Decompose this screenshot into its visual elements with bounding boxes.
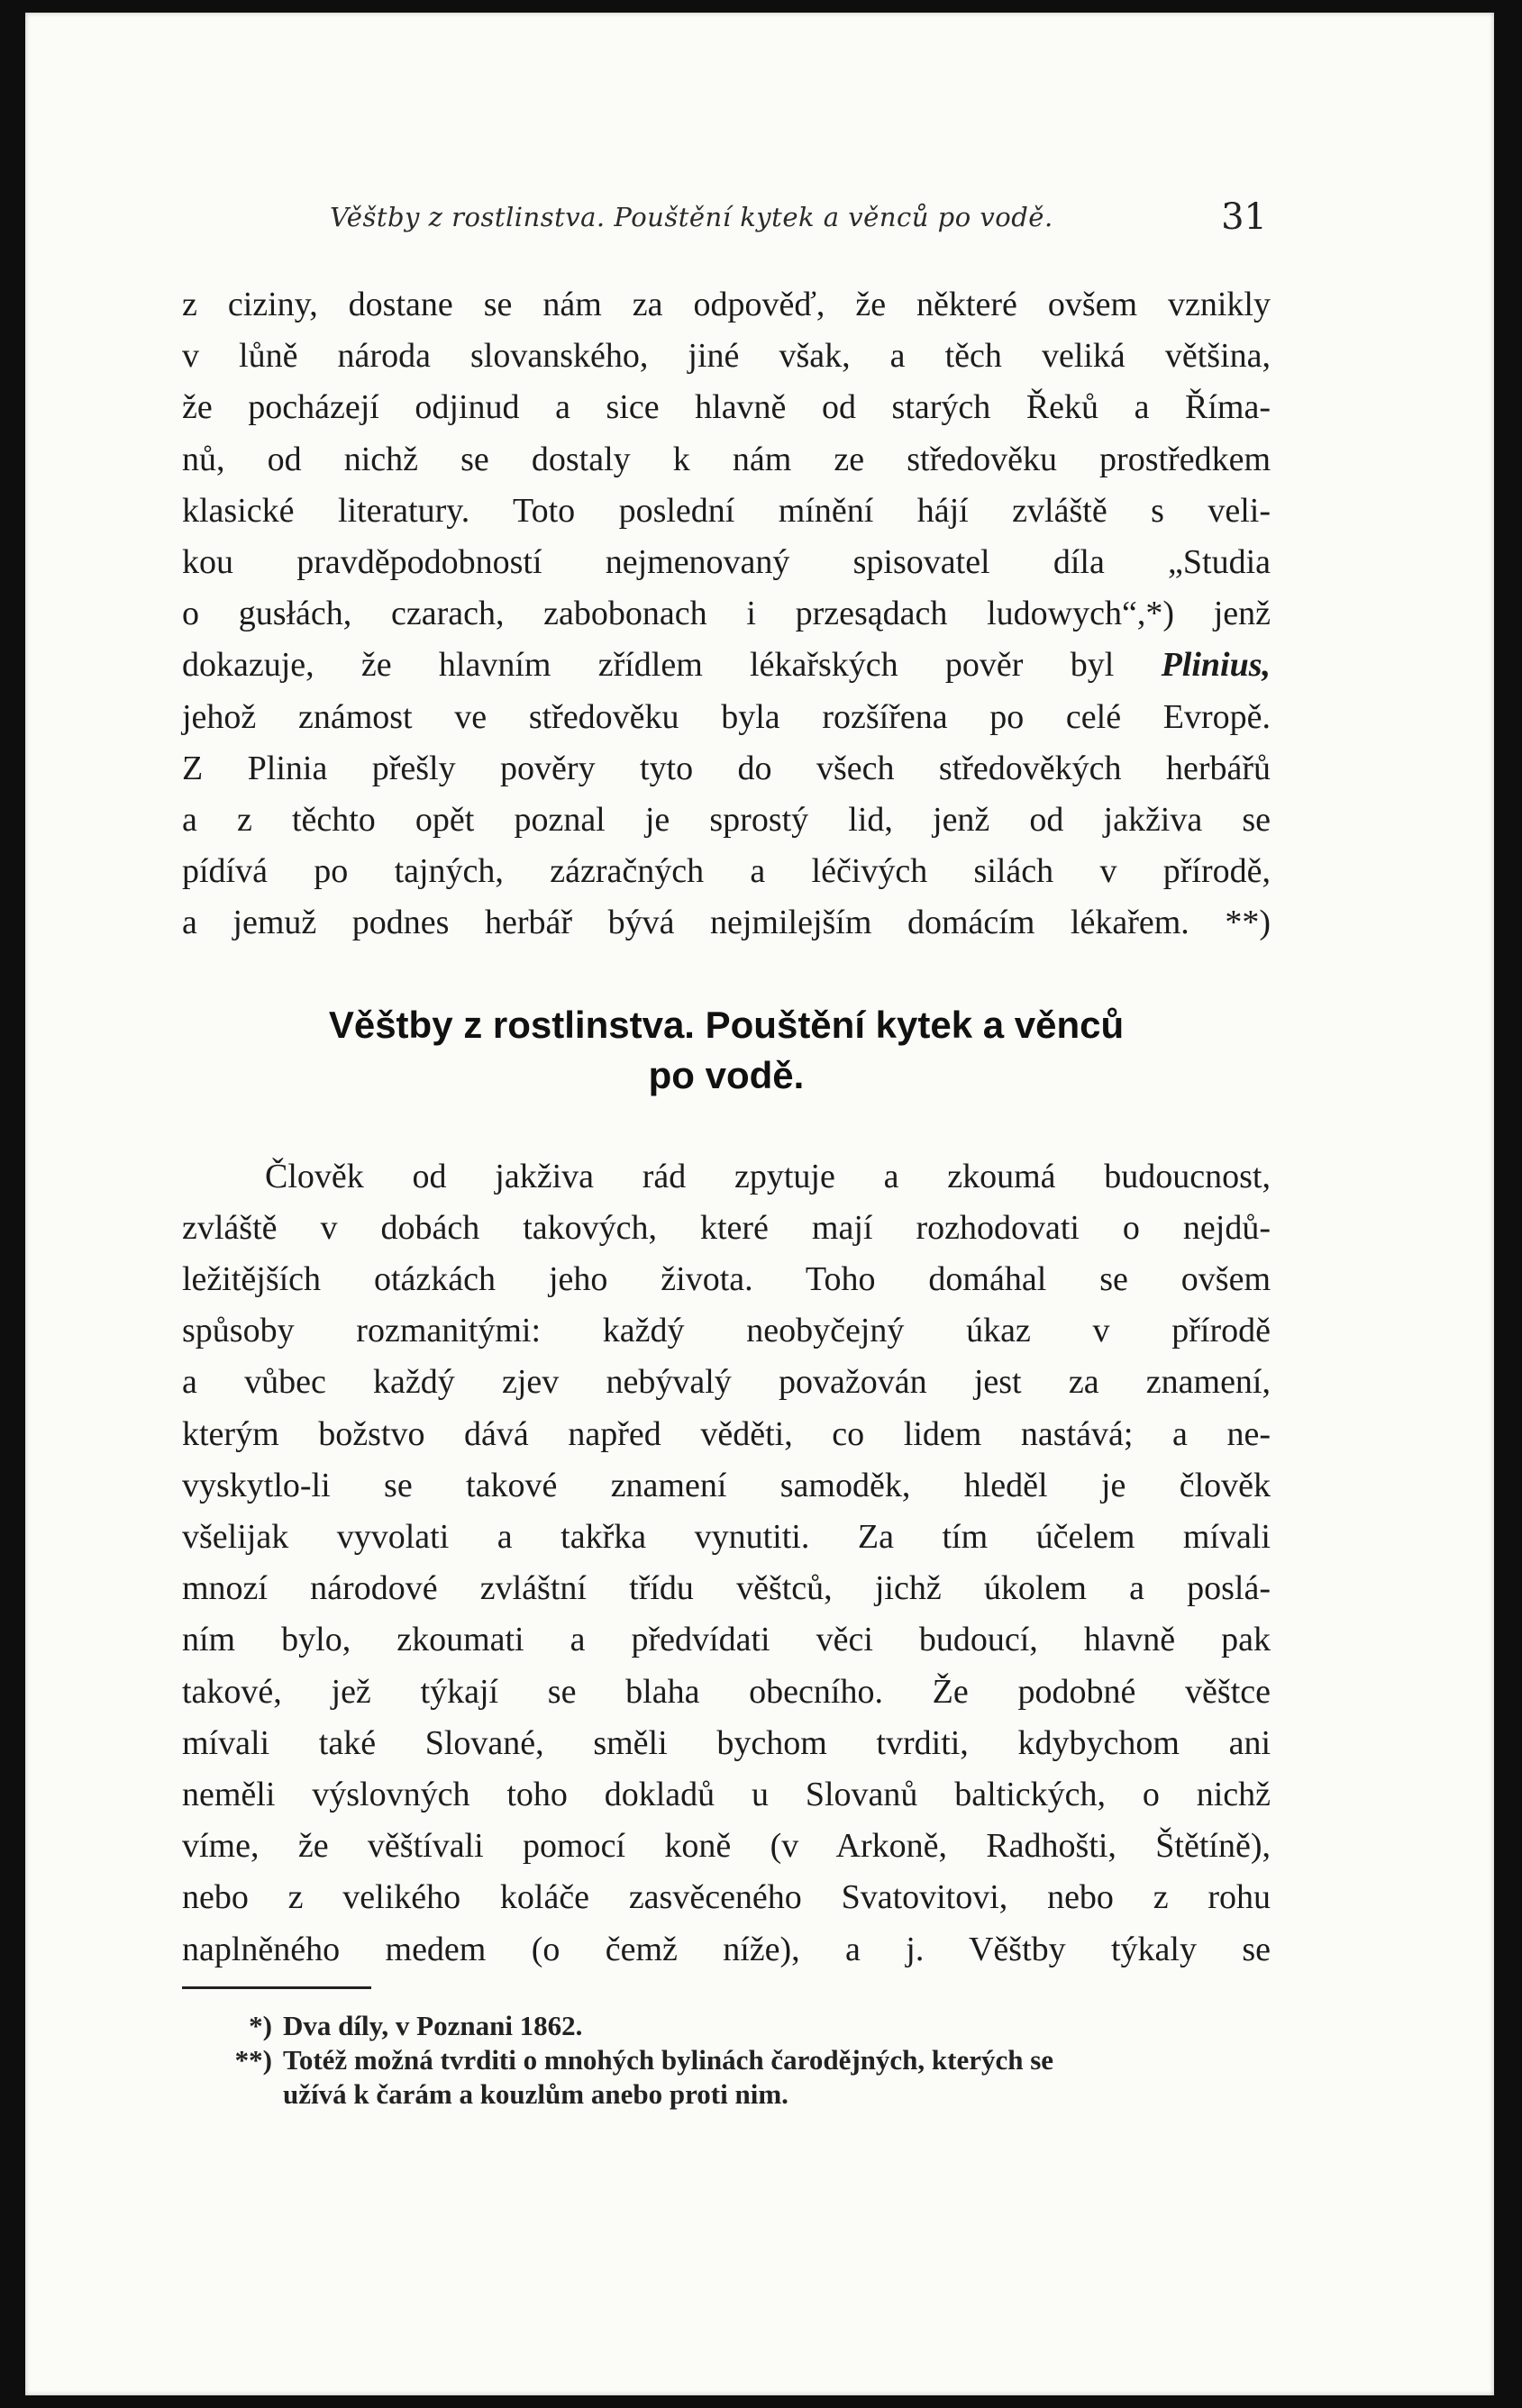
paragraph-intro [182,279,1271,950]
text-line-with-name [182,640,1271,691]
text-line: ním bylo, zkoumati a předvídati věci budoucí, hlavně pak [182,1621,1271,1659]
running-head-title: Věštby z rostlinstva. Pouštění kytek a věnců po vodě. [330,202,1053,232]
footnote-mark: **) [234,2043,272,2076]
plinius-name: Plinius, [1161,646,1271,685]
text-line: jehož známost ve středověku byla rozšířena po celé Evropě. [182,697,1271,736]
footnote-2 [220,2043,1271,2077]
text-line: Z Plinia přešly pověry tyto do všech středověkých herbářů [182,749,1271,787]
text-line: z ciziny, dostane se nám za odpověď, že některé ovšem vznikly [182,286,1271,323]
text-line: mnozí národové zvláštní třídu věštců, jichž úkolem a poslá- [182,1569,1271,1608]
footnote-text: Dva díly, v Poznani 1862. [283,2009,583,2041]
footnotes [182,2009,1271,2112]
text-line: vyskytlo-li se takové znamení samoděk, hleděl je člověk [182,1466,1271,1504]
text-line: kou pravděpodobností nejmenovaný spisovatel díla „Studia [182,543,1271,582]
text-line: zvláště v dobách takových, které mají rozhodovati o nejdů- [182,1208,1271,1247]
text-line: mívali také Slované, směli bychom tvrditi, kdybychom ani [182,1723,1271,1762]
text-line: že pocházejí odjinud a sice hlavně od starých Řeků a Říma- [182,388,1271,427]
text-line: nebo z velikého koláče zasvěceného Svatovitovi, nebo z rohu [182,1878,1271,1917]
text-line: neměli výslovných toho dokladů u Slovanů baltických, o nichž [182,1776,1271,1814]
text-line: spůsoby rozmanitými: každý neobyčejný úkaz v přírodě [182,1312,1271,1350]
page-content [182,184,1271,2112]
text-line: v lůně národa slovanského, jiné však, a těch veliká většina, [182,337,1271,376]
text-line: Člověk od jakživa rád zpytuje a zkoumá budoucnost, [265,1157,1271,1195]
book-page [25,13,1494,2395]
text-line: pídívá po tajných, zázračných a léčivých silách v přírodě, [182,852,1271,891]
footnote-text: Totéž možná tvrditi o mnohých bylinách čarodějných, kterých se [283,2043,1054,2076]
text-line: víme, že věštívali pomocí koně (v Arkoně, Radhošti, Štětíně), [182,1827,1271,1866]
section-heading-line-1: Věštby z rostlinstva. Pouštění kytek a věnců [328,1003,1125,1046]
running-head [182,184,1271,238]
text-line: naplněného medem (o čemž níže), a j. Věštby týkaly se [182,1930,1271,1968]
text-line: o gusłách, czarach, zabobonach i przesądach ludowych“,*) jenž [182,595,1271,633]
footnote-mark: *) [249,2009,272,2041]
paragraph-divination [182,1151,1271,1976]
text-line: nů, od nichž se dostaly k nám ze středověku prostředkem [182,440,1271,478]
section-heading-line-2: po vodě. [648,1053,805,1096]
text-line: klasické literatury. Toto poslední mínění hájí zvláště s veli- [182,491,1271,530]
text-line: a vůbec každý zjev nebývalý považován jest za znamení, [182,1363,1271,1402]
text-line: kterým božstvo dává napřed věděti, co lidem nastává; a ne- [182,1414,1271,1453]
footnote-1 [220,2009,1271,2043]
text-line: takové, jež týkají se blaha obecního. Že podobné věštce [182,1672,1271,1711]
text-line: ležitějších otázkách jeho života. Toho domáhal se ovšem [182,1260,1271,1299]
text-line: a z těchto opět poznal je sprostý lid, jenž od jakživa se [182,801,1271,840]
text-line: všelijak vyvolati a takřka vynutiti. Za tím účelem mívali [182,1518,1271,1557]
text-line: a jemuž podnes herbář bývá nejmilejším domácím lékařem. **) [182,904,1271,942]
text-fragment: dokazuje, že hlavním zřídlem lékařských pověr byl [182,646,1115,685]
footnote-divider [182,1986,371,1989]
section-heading [182,1000,1271,1101]
footnote-2-continuation: užívá k čarám a kouzlům anebo proti nim. [283,2077,788,2110]
page-number: 31 [1221,196,1267,238]
